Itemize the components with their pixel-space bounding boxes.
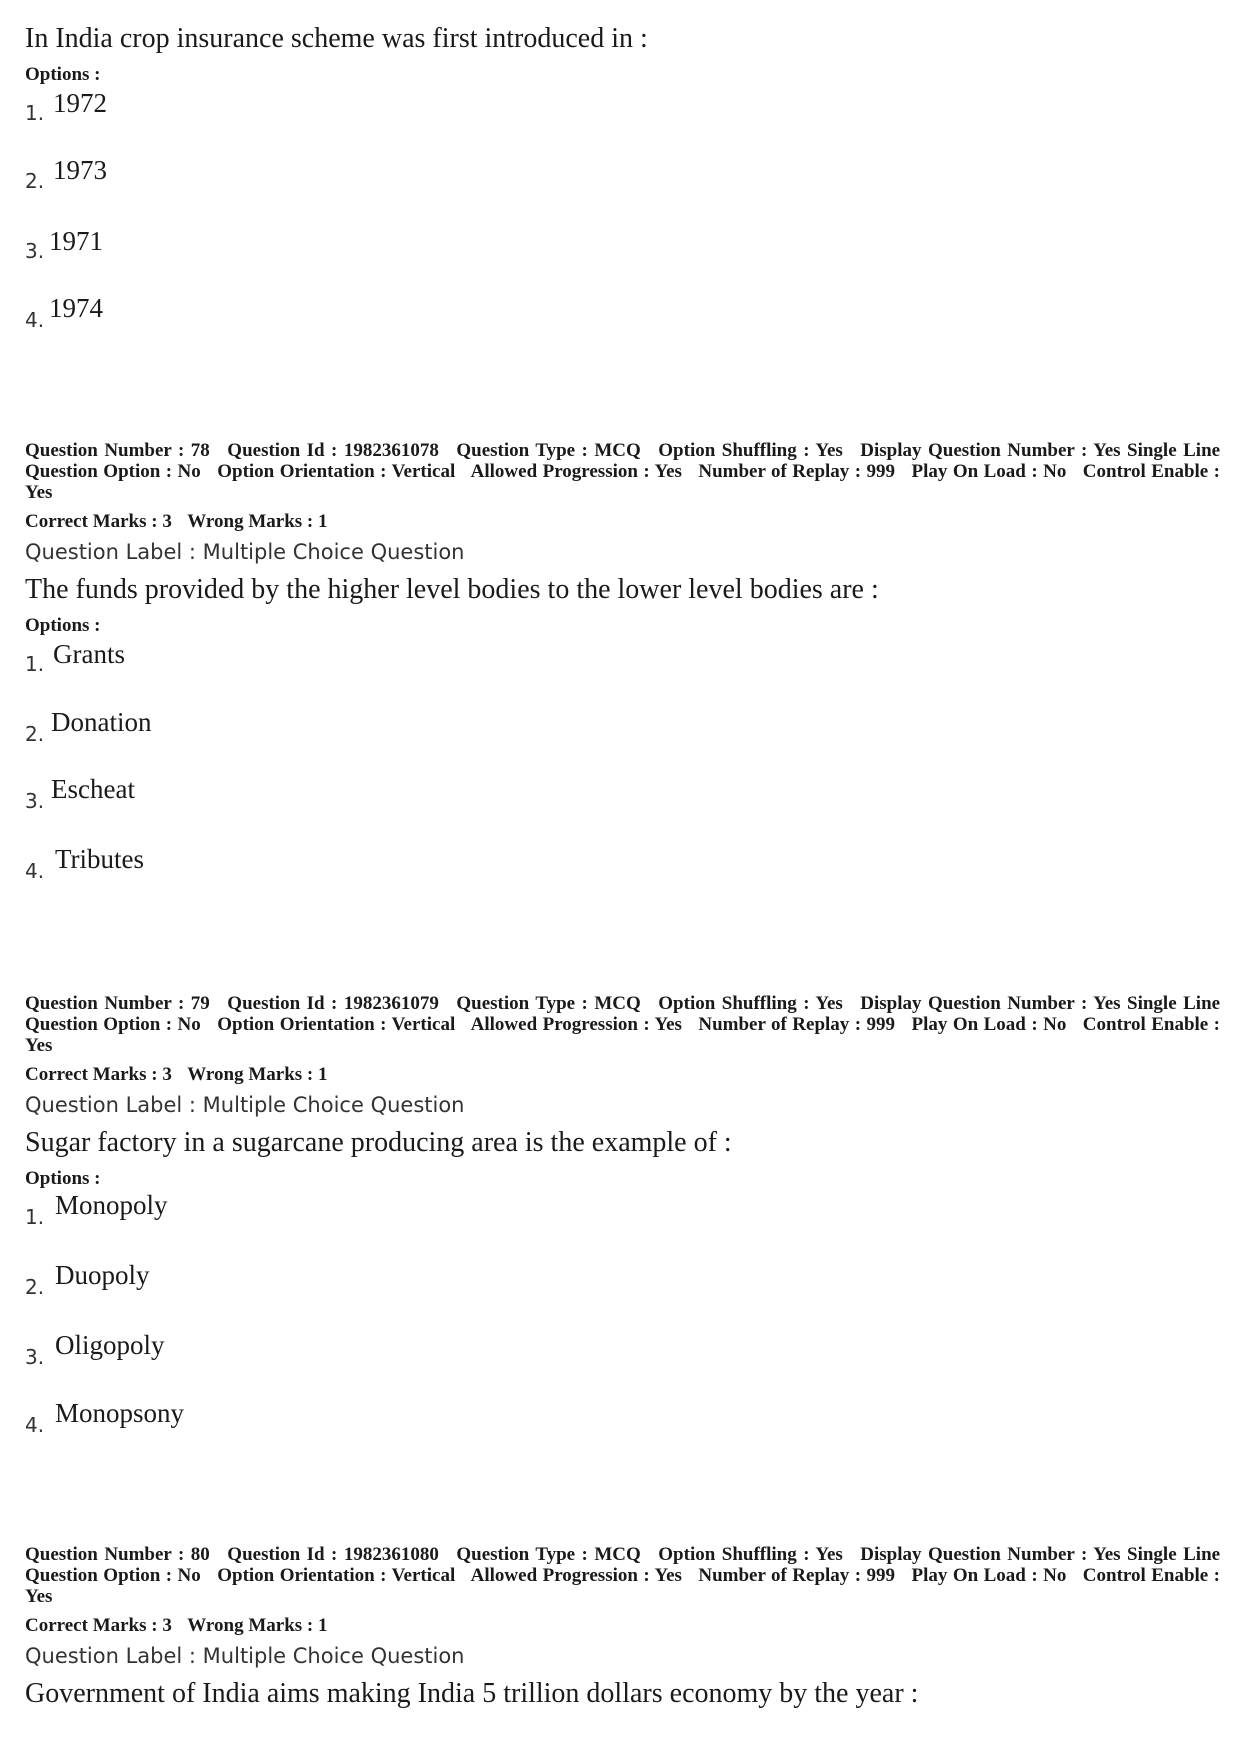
meta-question-id: Question Id : 1982361079 (227, 993, 439, 1014)
meta-question-number: Question Number : 79 (25, 993, 210, 1014)
meta-question-type: Question Type : MCQ (456, 993, 641, 1014)
meta-display-question-number: Display Question Number : Yes (860, 440, 1121, 461)
option-79-3 (25, 1330, 625, 1398)
option-78-4 (25, 844, 625, 904)
meta-allowed-progression: Allowed Progression : Yes (470, 461, 682, 482)
meta-control-enable: Control Enable : Yes (25, 1014, 1221, 1056)
options-label-79: Options : (25, 1168, 101, 1189)
option-text: Escheat (51, 774, 135, 804)
question-meta-79 (25, 993, 1220, 1056)
question-block-80 (25, 1544, 1220, 1711)
correct-marks: Correct Marks : 3 (25, 1064, 172, 1085)
question-text-79: Sugar factory in a sugarcane producing area is the example of : (25, 1127, 732, 1158)
option-text: 1972 (53, 88, 107, 118)
option-text: Donation (51, 707, 152, 737)
meta-single-line: Single Line Question Option : No (25, 440, 1221, 482)
option-77-4 (25, 293, 625, 353)
meta-display-question-number: Display Question Number : Yes (860, 993, 1121, 1014)
option-text: Monopoly (55, 1190, 168, 1220)
option-text: Monopsony (55, 1398, 185, 1428)
option-text: Oligopoly (55, 1330, 165, 1360)
meta-control-enable: Control Enable : Yes (25, 1565, 1221, 1607)
option-number: 2. (25, 1275, 45, 1299)
question-text-80: Government of India aims making India 5 trillion dollars economy by the year : (25, 1678, 919, 1709)
option-number: 4. (25, 859, 45, 883)
meta-allowed-progression: Allowed Progression : Yes (470, 1565, 682, 1586)
meta-replay: Number of Replay : 999 (698, 1565, 896, 1586)
option-number: 1. (25, 1205, 45, 1229)
meta-allowed-progression: Allowed Progression : Yes (470, 1014, 682, 1035)
option-number: 4. (25, 1413, 45, 1437)
option-list-77 (25, 88, 625, 353)
option-list-78 (25, 637, 625, 904)
option-79-2 (25, 1260, 625, 1330)
marks-79 (25, 1064, 1220, 1086)
option-78-1 (25, 637, 625, 707)
meta-option-shuffling: Option Shuffling : Yes (658, 993, 843, 1014)
option-number: 3. (25, 789, 45, 813)
question-meta-78 (25, 440, 1220, 503)
marks-80 (25, 1615, 1220, 1637)
option-number: 1. (25, 652, 45, 676)
meta-orientation: Option Orientation : Vertical (217, 1014, 456, 1035)
question-label-79: Question Label : Multiple Choice Question (25, 1093, 465, 1117)
option-text: 1971 (49, 226, 103, 256)
options-label-78: Options : (25, 615, 101, 636)
option-78-2 (25, 707, 625, 774)
meta-play-on-load: Play On Load : No (911, 1014, 1067, 1035)
option-77-2 (25, 155, 625, 226)
meta-control-enable: Control Enable : Yes (25, 461, 1221, 503)
option-77-1 (25, 88, 625, 155)
question-block-78 (25, 440, 1220, 904)
marks-78 (25, 511, 1220, 533)
meta-question-number: Question Number : 80 (25, 1544, 210, 1565)
correct-marks: Correct Marks : 3 (25, 1615, 172, 1636)
meta-play-on-load: Play On Load : No (911, 461, 1067, 482)
option-text: 1973 (53, 155, 107, 185)
meta-question-type: Question Type : MCQ (456, 1544, 641, 1565)
meta-option-shuffling: Option Shuffling : Yes (658, 440, 843, 461)
meta-single-line: Single Line Question Option : No (25, 993, 1221, 1035)
wrong-marks: Wrong Marks : 1 (187, 511, 328, 532)
option-text: Duopoly (55, 1260, 150, 1290)
option-text: Grants (53, 639, 125, 669)
question-block-79 (25, 993, 1220, 1458)
meta-question-type: Question Type : MCQ (456, 440, 641, 461)
option-number: 1. (25, 101, 45, 125)
meta-question-number: Question Number : 78 (25, 440, 210, 461)
option-text: 1974 (49, 293, 103, 323)
option-text: Tributes (55, 844, 145, 874)
options-label-77: Options : (25, 64, 101, 85)
option-number: 2. (25, 169, 45, 193)
correct-marks: Correct Marks : 3 (25, 511, 172, 532)
option-number: 4. (25, 308, 45, 332)
wrong-marks: Wrong Marks : 1 (187, 1615, 328, 1636)
option-79-1 (25, 1190, 625, 1260)
meta-replay: Number of Replay : 999 (698, 461, 896, 482)
wrong-marks: Wrong Marks : 1 (187, 1064, 328, 1085)
option-number: 2. (25, 722, 45, 746)
meta-display-question-number: Display Question Number : Yes (860, 1544, 1121, 1565)
question-meta-80 (25, 1544, 1220, 1607)
question-label-78: Question Label : Multiple Choice Question (25, 540, 465, 564)
question-label-80: Question Label : Multiple Choice Question (25, 1644, 465, 1668)
meta-single-line: Single Line Question Option : No (25, 1544, 1221, 1586)
option-78-3 (25, 774, 625, 844)
option-number: 3. (25, 239, 45, 263)
question-text-78: The funds provided by the higher level bodies to the lower level bodies are : (25, 574, 879, 605)
meta-question-id: Question Id : 1982361078 (227, 440, 439, 461)
question-text-77: In India crop insurance scheme was first introduced in : (25, 23, 648, 54)
meta-option-shuffling: Option Shuffling : Yes (658, 1544, 843, 1565)
meta-question-id: Question Id : 1982361080 (227, 1544, 439, 1565)
option-number: 3. (25, 1345, 45, 1369)
option-79-4 (25, 1398, 625, 1458)
meta-play-on-load: Play On Load : No (911, 1565, 1067, 1586)
meta-replay: Number of Replay : 999 (698, 1014, 896, 1035)
meta-orientation: Option Orientation : Vertical (217, 461, 456, 482)
option-list-79 (25, 1190, 625, 1458)
option-77-3 (25, 226, 625, 293)
meta-orientation: Option Orientation : Vertical (217, 1565, 456, 1586)
